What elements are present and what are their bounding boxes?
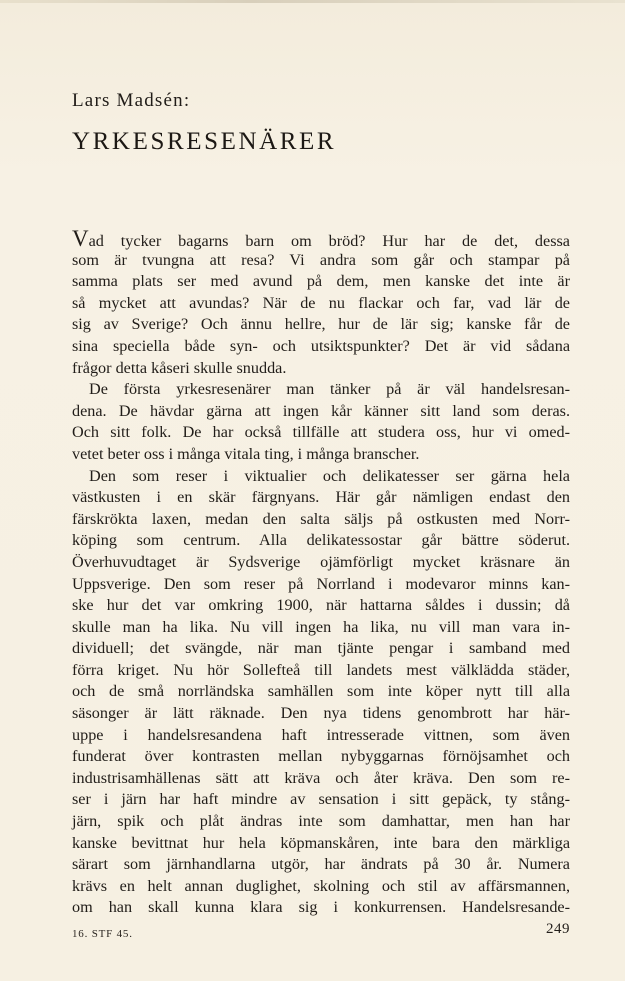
text-line — [72, 228, 570, 250]
printer-signature: 16. STF 45. — [72, 928, 133, 940]
article-title: YRKESRESENÄRER — [72, 128, 337, 155]
text-line: köping som centrum. Alla delikatessostar går bättre söderut. — [72, 531, 570, 550]
text-line: och de små norrländska samhällen som inte köper nytt till alla — [72, 682, 570, 701]
text-line: sig av Sverige? Och ännu hellre, hur de lär sig; kanske får de — [72, 315, 570, 334]
text-line: förra kriget. Nu hör Sollefteå till landets mest välklädda städer, — [72, 660, 570, 679]
text-line: dena. De hävdar gärna att ingen kår känner sitt land som deras. — [72, 401, 570, 420]
article-body — [72, 228, 570, 919]
text-line: vetet beter oss i många vitala ting, i många branscher. — [72, 444, 420, 463]
text-line: färskrökta laxen, medan den salta säljs på ostkusten med Norr- — [72, 509, 570, 528]
text-line: frågor detta kåseri skulle snudda. — [72, 358, 287, 377]
text-line: Och sitt folk. De har också tillfälle att studera oss, hur vi omed- — [72, 423, 570, 442]
text-line: uppe i handelsresandena haft intresserade vittnen, som även — [72, 725, 570, 744]
text-line: som är tvungna att resa? Vi andra som går och stampar på — [72, 250, 570, 269]
text-line: så mycket att avundas? När de nu flackar och far, vad lär de — [72, 293, 570, 312]
text-line: ske hur det var omkring 1900, när hattarna såldes i dussin; då — [72, 596, 570, 615]
page-number: 249 — [546, 921, 570, 937]
text-line: sina speciella både syn- och utsiktspunkter? Det är vid sådana — [72, 336, 570, 355]
page-top-edge — [0, 0, 625, 3]
text-line-content: ad tycker bagarns barn om bröd? Hur har de det, dessa — [88, 232, 570, 250]
text-line: särart som järnhandlarna utgör, har ändrats på 30 år. Numera — [72, 855, 570, 874]
text-line: järn, spik och plåt ändras inte som damhattar, men han har — [72, 812, 570, 831]
text-line: samma plats ser med avund på dem, men kanske det inte är — [72, 272, 570, 291]
text-line: krävs en helt annan duglighet, skolning och stil av affärsmannen, — [72, 876, 570, 895]
text-line: industrisamhällenas sätt att kräva och åter kräva. Den som re- — [72, 768, 570, 787]
text-line: De första yrkesresenärer man tänker på är väl handelsresan- — [89, 380, 570, 399]
text-line: säsonger är lätt räknade. Den nya tidens genombrott har här- — [72, 704, 570, 723]
text-line: funderat över kontrasten mellan nybyggarnas förnöjsamhet och — [72, 747, 570, 766]
text-line: dividuell; det svängde, när man tjänte pengar i samband med — [72, 639, 570, 658]
author-name: Lars Madsén: — [72, 90, 191, 111]
text-line: ser i järn har haft mindre av sensation i sitt gepäck, ty stång- — [72, 790, 570, 809]
text-line: Överhuvudtaget är Sydsverige ojämförligt mycket kräsnare än — [72, 552, 570, 571]
text-line: Den som reser i viktualier och delikatesser ser gärna hela — [89, 466, 570, 485]
text-line: västkusten i en skär färgnyans. Här går nämligen endast den — [72, 488, 570, 507]
text-line: skulle man ha lika. Nu vill ingen ha lika, nu vill man vara in- — [72, 617, 570, 636]
text-line: kanske bevittnat hur hela köpmanskåren, inte bara den märkliga — [72, 833, 570, 852]
drop-cap: V — [72, 226, 89, 251]
text-line: om han skall kunna klara sig i konkurrensen. Handelsresande- — [72, 898, 570, 917]
text-line: Uppsverige. Den som reser på Norrland i modevaror minns kan- — [72, 574, 570, 593]
